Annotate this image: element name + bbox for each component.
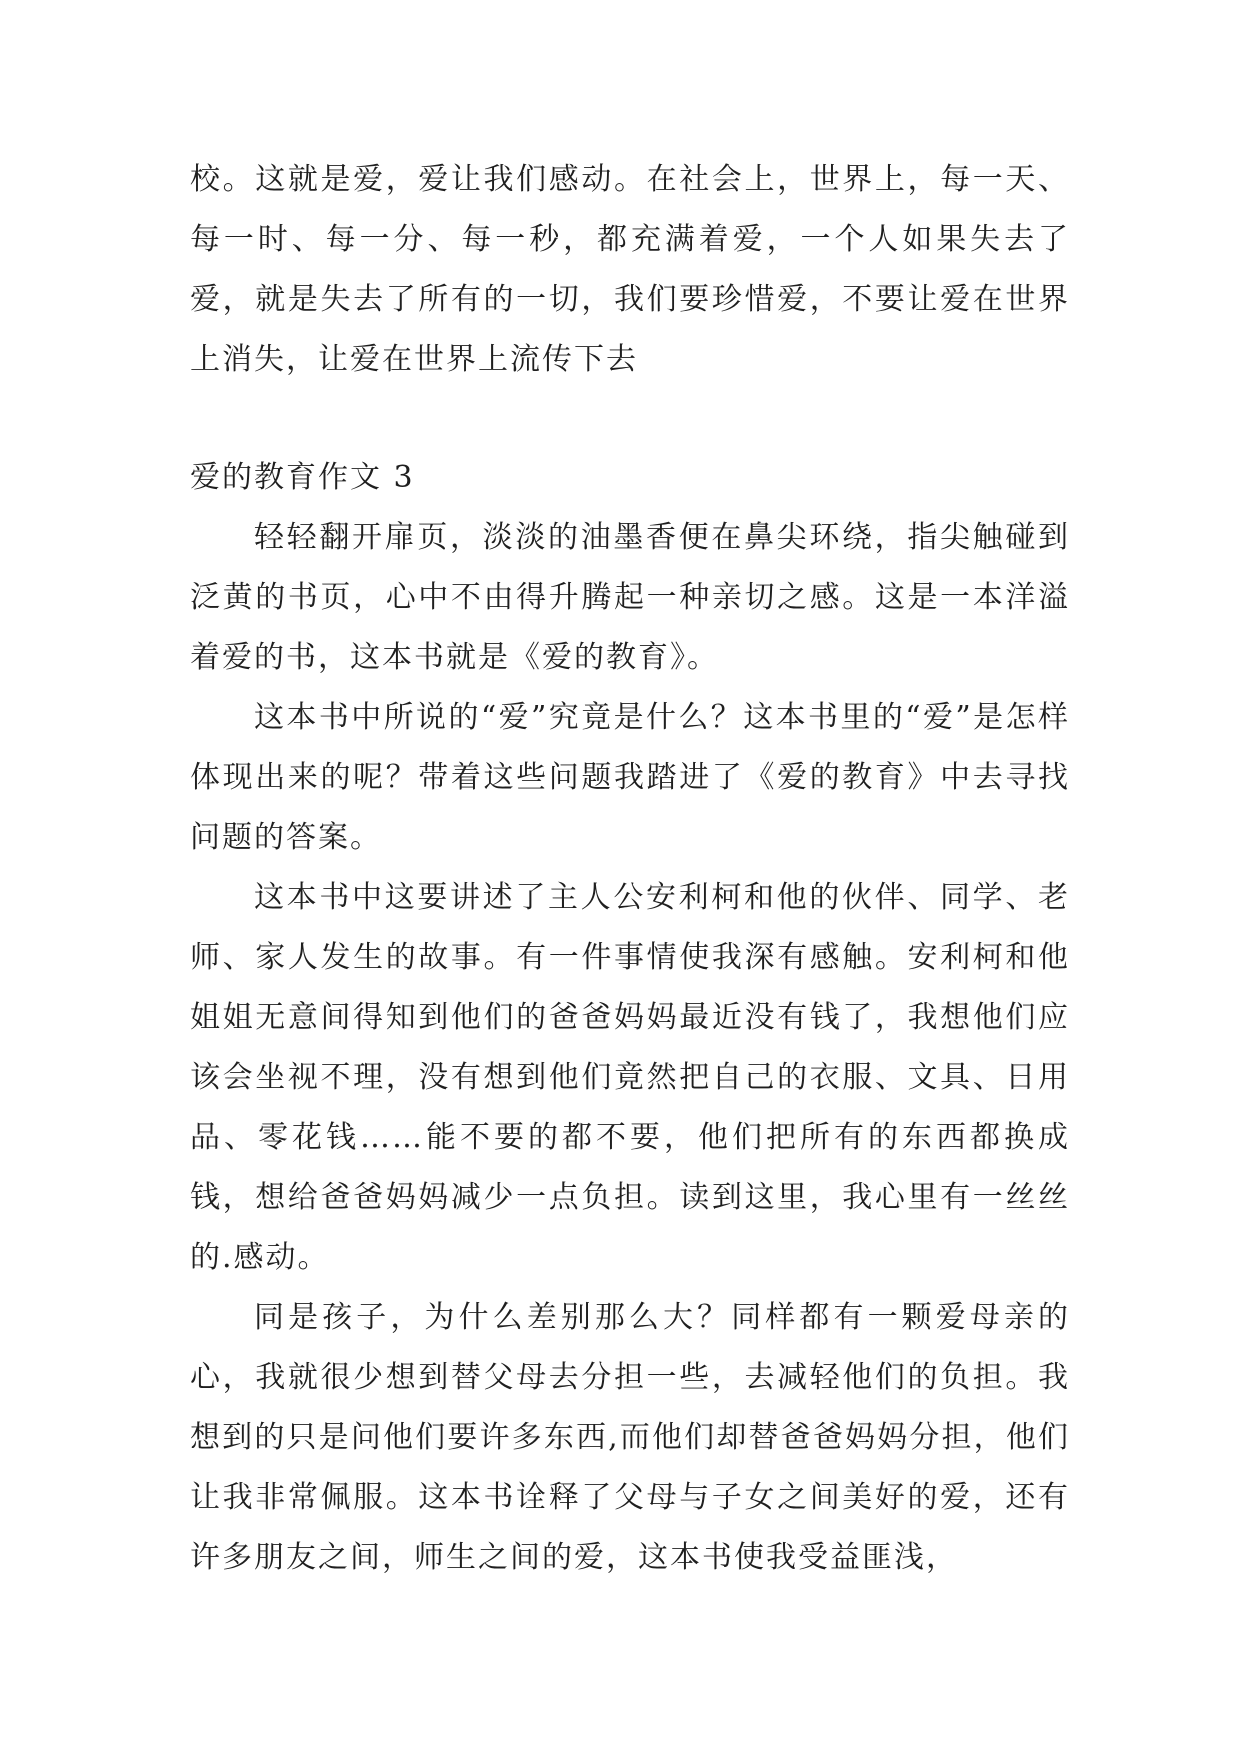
section-title: 爱的教育作文 3: [190, 460, 415, 495]
paragraph-4: 同是孩子，为什么差别那么大？同样都有一颗爱母亲的心，我就很少想到替父母去分担一些，去减轻他们的负担。我想到的只是问他们要许多东西,而他们却替爸爸妈妈分担，他们让我非常佩服。这本书诠释了父母与子女之间美好的爱，还有许多朋友之间，师生之间的爱，这本书使我受益匪浅，: [190, 1300, 1070, 1575]
paragraph-3: 这本书中这要讲述了主人公安利柯和他的伙伴、同学、老师、家人发生的故事。有一件事情使我深有感触。安利柯和他姐姐无意间得知到他们的爸爸妈妈最近没有钱了，我想他们应该会坐视不理，没有想到他们竟然把自己的衣服、文具、日用品、零花钱……能不要的都不要，他们把所有的东西都换成钱，想给爸爸妈妈减少一点负担。读到这里，我心里有一丝丝的.感动。: [190, 880, 1070, 1275]
document-page: [190, 150, 1070, 1588]
paragraph-1: 轻轻翻开扉页，淡淡的油墨香便在鼻尖环绕，指尖触碰到泛黄的书页，心中不由得升腾起一种亲切之感。这是一本洋溢着爱的书，这本书就是《爱的教育》。: [190, 520, 1070, 675]
continued-paragraph: 校。这就是爱，爱让我们感动。在社会上，世界上，每一天、每一时、每一分、每一秒，都充满着爱，一个人如果失去了爱，就是失去了所有的一切，我们要珍惜爱，不要让爱在世界上消失，让爱在世界上流传下去: [190, 162, 1070, 377]
paragraph-2: 这本书中所说的“爱”究竟是什么？这本书里的“爱”是怎样体现出来的呢？带着这些问题我踏进了《爱的教育》中去寻找问题的答案。: [190, 700, 1070, 855]
